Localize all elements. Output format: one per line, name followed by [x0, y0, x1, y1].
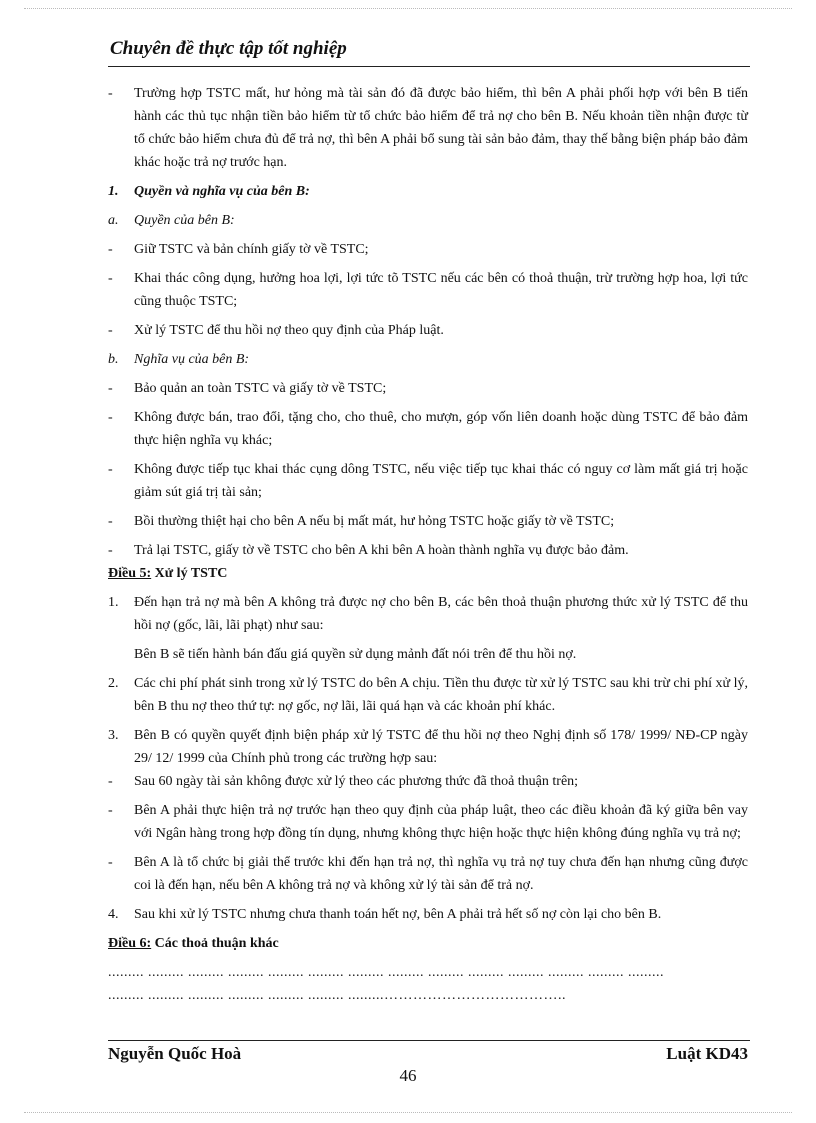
page-header-title: Chuyên đề thực tập tốt nghiệp — [110, 38, 347, 59]
subheading-quyen-ben-b: a. Quyền của bên B: — [108, 213, 235, 228]
header-rule — [108, 66, 750, 67]
list-item: - Không được bán, trao đổi, tặng cho, cho thuê, cho mượn, góp vốn liên doanh hoặc dùng TSTC để bảo đảm thực hiện nghĩa vụ khác; — [108, 410, 748, 448]
section-heading-quyen-nghia-vu-ben-b: 1. Quyền và nghĩa vụ của bên B: — [108, 184, 310, 199]
list-item: - Bên A là tổ chức bị giải thể trước khi đến hạn trả nợ, thì nghĩa vụ trả nợ tuy chưa đến hạn nhưng cũng được coi là đến hạn, nếu bên A không trả nợ và không xử lý tài sản để trả nợ. — [108, 855, 748, 893]
blank-dotted-line: ......... ......... ......... ......... ......... ......... ......... ......... ......... ......... ......... ......... ......... ......... — [108, 965, 664, 980]
numbered-item: 4. Sau khi xử lý TSTC nhưng chưa thanh toán hết nợ, bên A phải trả hết số nợ còn lại cho bên B. — [108, 907, 662, 922]
article-heading-dieu-5: Điều 5: Xử lý TSTC — [108, 566, 228, 581]
footer-course: Luật KD43 — [666, 1044, 748, 1063]
paragraph: Bên B sẽ tiến hành bán đấu giá quyền sử dụng mảnh đất nói trên để thu hồi nợ. — [134, 647, 577, 662]
document-body — [108, 82, 748, 1007]
numbered-item: 1. Đến hạn trả nợ mà bên A không trả được nợ cho bên B, các bên thoả thuận phương thức xử lý TSTC để thu hồi nợ (gốc, lãi, lãi phạt) như sau: — [108, 595, 748, 633]
page-number: 46 — [399, 1066, 417, 1085]
list-item: - Trả lại TSTC, giấy tờ về TSTC cho bên A khi bên A hoàn thành nghĩa vụ được bảo đảm. — [108, 543, 629, 558]
list-item: - Bên A phải thực hiện trả nợ trước hạn theo quy định của pháp luật, theo các điều khoản đã ký giữa bên vay với Ngân hàng trong hợp đồng tín dụng, nhưng không thực hiện hoặc thực hiện không đúng nghĩa vụ trả nợ; — [108, 803, 748, 841]
list-item: - Trường hợp TSTC mất, hư hỏng mà tài sản đó đã được bảo hiểm, thì bên A phải phối hợp với bên B tiến hành các thủ tục nhận tiền bảo hiểm từ tổ chức bảo hiểm để trả nợ cho bên B. Nếu khoản tiền nhận được từ tổ chức bảo hiểm chưa đủ để trả nợ, thì bên A phải bổ sung tài sản bảo đảm, thay thế bằng biện pháp bảo đảm khác hoặc trả nợ trước hạn. — [108, 86, 748, 170]
list-item: - Sau 60 ngày tài sản không được xử lý theo các phương thức đã thoả thuận trên; — [108, 774, 579, 789]
list-item: - Khai thác công dụng, hưởng hoa lợi, lợi tức tõ TSTC nếu các bên có thoả thuận, trừ trường hợp hoa, lợi tức cũng thuộc TSTC; — [108, 271, 748, 309]
list-item: - Bồi thường thiệt hại cho bên A nếu bị mất mát, hư hỏng TSTC hoặc giấy tờ về TSTC; — [108, 514, 615, 529]
article-heading-dieu-6: Điều 6: Các thoả thuận khác — [108, 936, 279, 951]
numbered-item: 2. Các chi phí phát sinh trong xử lý TSTC do bên A chịu. Tiền thu được từ xử lý TSTC sau khi trừ chi phí xử lý, bên B thu nợ theo thứ tự: nợ gốc, nợ lãi, lãi quá hạn và các khoản phí khác. — [108, 676, 748, 714]
list-item: - Giữ TSTC và bản chính giấy tờ về TSTC; — [108, 242, 369, 257]
list-item: - Xử lý TSTC để thu hồi nợ theo quy định của Pháp luật. — [108, 323, 444, 338]
footer-author: Nguyễn Quốc Hoà — [108, 1044, 242, 1063]
top-dotted-border — [24, 8, 792, 9]
bottom-dotted-border — [24, 1112, 792, 1113]
numbered-item: 3. Bên B có quyền quyết định biện pháp xử lý TSTC để thu hồi nợ theo Nghị định số 178/ 1999/ NĐ-CP ngày 29/ 12/ 1999 của Chính phủ trong các trường hợp sau: — [108, 728, 748, 766]
list-item: - Bảo quản an toàn TSTC và giấy tờ về TSTC; — [108, 381, 387, 396]
subheading-nghia-vu-ben-b: b. Nghĩa vụ của bên B: — [108, 352, 250, 367]
list-item: - Không được tiếp tục khai thác cụng dông TSTC, nếu việc tiếp tục khai thác có nguy cơ làm mất giá trị hoặc giảm sút giá trị tài sản; — [108, 462, 748, 500]
blank-dotted-line: ......... ......... ......... ......... ......... ......... .........……………………………….. — [108, 988, 566, 1003]
footer-rule — [108, 1040, 750, 1041]
